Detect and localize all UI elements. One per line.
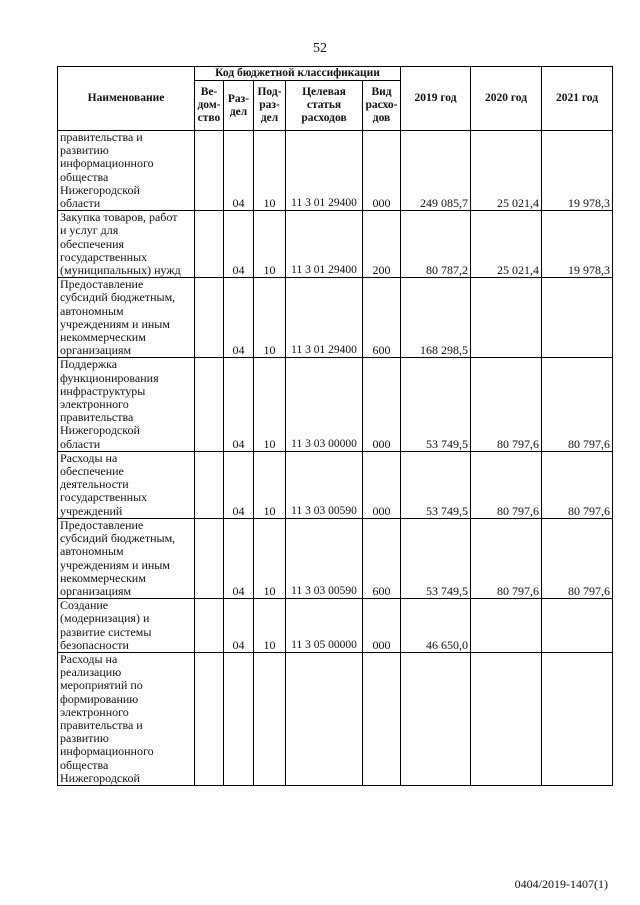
cell-2020: 80 797,6 — [471, 451, 542, 518]
cell-2020 — [471, 278, 542, 358]
cell-2021 — [542, 599, 613, 653]
cell-2021: 80 797,6 — [542, 451, 613, 518]
cell-target — [286, 652, 363, 785]
cell-razdel: 04 — [224, 451, 254, 518]
cell-podrazdel: 10 — [254, 451, 286, 518]
cell-target: 11 3 03 00590 — [286, 451, 363, 518]
header-vid: Вид расхо- дов — [363, 81, 401, 131]
table-header — [58, 67, 613, 131]
cell-2020: 80 797,6 — [471, 358, 542, 451]
cell-vid — [363, 652, 401, 785]
cell-vid: 000 — [363, 131, 401, 211]
cell-vedomstvo — [195, 131, 224, 211]
cell-vid: 600 — [363, 278, 401, 358]
header-vedomstvo: Ве- дом- ство — [195, 81, 224, 131]
cell-podrazdel — [254, 652, 286, 785]
cell-name: Поддержка функционирования инфраструктуры электронного правительства Нижегородской области — [58, 358, 195, 451]
cell-razdel — [224, 652, 254, 785]
table-body — [58, 131, 613, 786]
header-target: Целевая статья расходов — [286, 81, 363, 131]
cell-name: Предоставление субсидий бюджетным, автономным учреждениям и иным некоммерческим организациям — [58, 278, 195, 358]
cell-podrazdel: 10 — [254, 358, 286, 451]
cell-target: 11 3 03 00000 — [286, 358, 363, 451]
cell-vid: 200 — [363, 211, 401, 278]
cell-2019: 53 749,5 — [401, 518, 471, 598]
cell-target: 11 3 03 00590 — [286, 518, 363, 598]
cell-name: правительства и развитию информационного общества Нижегородской области — [58, 131, 195, 211]
cell-vedomstvo — [195, 358, 224, 451]
cell-vid: 600 — [363, 518, 401, 598]
cell-razdel: 04 — [224, 278, 254, 358]
header-podrazdel: Под- раз- дел — [254, 81, 286, 131]
cell-podrazdel: 10 — [254, 599, 286, 653]
cell-razdel: 04 — [224, 211, 254, 278]
table-row — [58, 278, 613, 358]
header-2020: 2020 год — [471, 67, 542, 131]
cell-podrazdel: 10 — [254, 131, 286, 211]
cell-2021: 80 797,6 — [542, 518, 613, 598]
cell-target: 11 3 05 00000 — [286, 599, 363, 653]
cell-2019: 80 787,2 — [401, 211, 471, 278]
cell-2021: 80 797,6 — [542, 358, 613, 451]
page-number: 52 — [313, 41, 327, 56]
cell-vedomstvo — [195, 278, 224, 358]
cell-2020: 25 021,4 — [471, 211, 542, 278]
cell-2019: 249 085,7 — [401, 131, 471, 211]
table-row — [58, 211, 613, 278]
cell-target: 11 3 01 29400 — [286, 131, 363, 211]
cell-name: Расходы на обеспечение деятельности государственных учреждений — [58, 451, 195, 518]
cell-razdel: 04 — [224, 518, 254, 598]
cell-podrazdel: 10 — [254, 518, 286, 598]
cell-2020: 80 797,6 — [471, 518, 542, 598]
cell-2019: 168 298,5 — [401, 278, 471, 358]
table-row — [58, 652, 613, 785]
header-2021: 2021 год — [542, 67, 613, 131]
cell-2019: 53 749,5 — [401, 451, 471, 518]
cell-2020 — [471, 652, 542, 785]
cell-vid: 000 — [363, 451, 401, 518]
cell-vid: 000 — [363, 358, 401, 451]
cell-razdel: 04 — [224, 131, 254, 211]
table-row — [58, 518, 613, 598]
cell-2019: 53 749,5 — [401, 358, 471, 451]
cell-vedomstvo — [195, 599, 224, 653]
header-2019: 2019 год — [401, 67, 471, 131]
cell-name: Закупка товаров, работ и услуг для обеспечения государственных (муниципальных) нужд — [58, 211, 195, 278]
document-code: 0404/2019-1407(1) — [514, 877, 608, 891]
cell-vid: 000 — [363, 599, 401, 653]
cell-2020: 25 021,4 — [471, 131, 542, 211]
table-row — [58, 599, 613, 653]
cell-razdel: 04 — [224, 358, 254, 451]
header-name: Наименование — [58, 67, 195, 131]
cell-vedomstvo — [195, 518, 224, 598]
table-row — [58, 451, 613, 518]
cell-2021 — [542, 652, 613, 785]
cell-podrazdel: 10 — [254, 278, 286, 358]
cell-vedomstvo — [195, 211, 224, 278]
cell-target: 11 3 01 29400 — [286, 278, 363, 358]
table-row — [58, 131, 613, 211]
cell-2021 — [542, 278, 613, 358]
cell-name: Предоставление субсидий бюджетным, автономным учреждениям и иным некоммерческим организациям — [58, 518, 195, 598]
cell-2021: 19 978,3 — [542, 211, 613, 278]
header-code-group: Код бюджетной классификации — [195, 67, 401, 81]
cell-2020 — [471, 599, 542, 653]
cell-2019 — [401, 652, 471, 785]
budget-table — [57, 66, 613, 786]
cell-razdel: 04 — [224, 599, 254, 653]
header-razdel: Раз- дел — [224, 81, 254, 131]
cell-podrazdel: 10 — [254, 211, 286, 278]
cell-name: Расходы на реализацию мероприятий по формированию электронного правительства и развитию информационного общества Нижегородской — [58, 652, 195, 785]
table-row — [58, 358, 613, 451]
cell-vedomstvo — [195, 652, 224, 785]
cell-target: 11 3 01 29400 — [286, 211, 363, 278]
cell-name: Создание (модернизация) и развитие системы безопасности — [58, 599, 195, 653]
cell-vedomstvo — [195, 451, 224, 518]
cell-2019: 46 650,0 — [401, 599, 471, 653]
cell-2021: 19 978,3 — [542, 131, 613, 211]
